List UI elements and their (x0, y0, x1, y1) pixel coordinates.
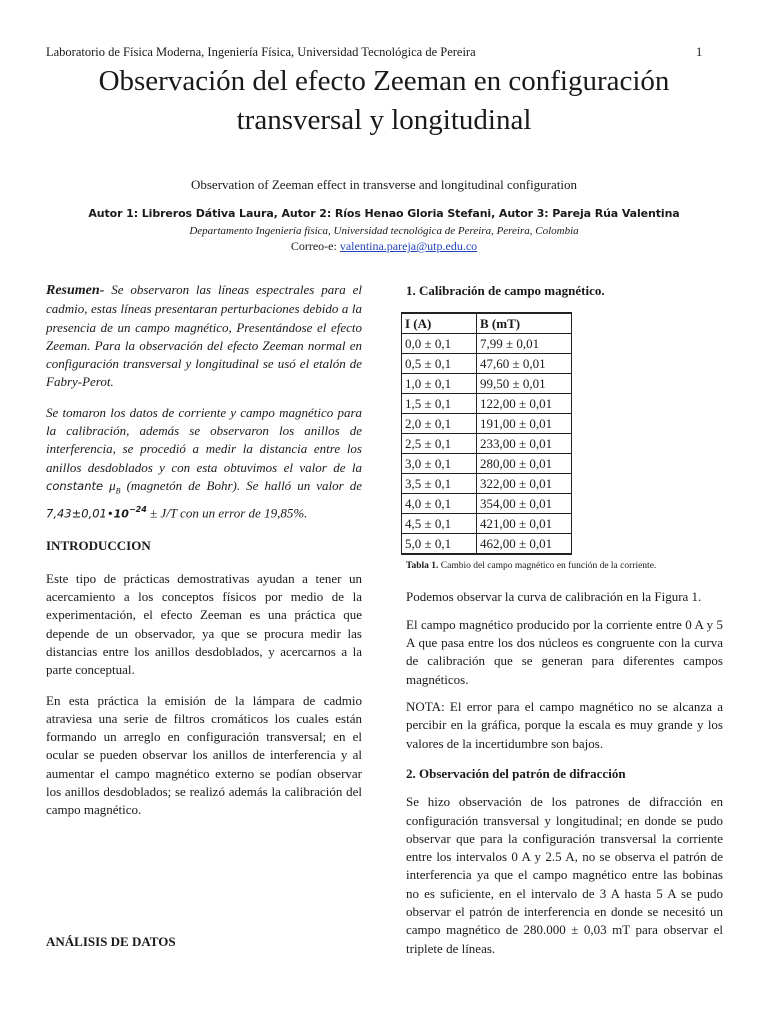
abstract-text-2i: ± J/T con un error de 19,85%. (146, 505, 308, 521)
intro-paragraph-1: Este tipo de prácticas demostrativas ayudan a tener un acercamiento a los conceptos físicos por medio de la experimentación, el efecto Zeeman es una práctica que depende de un observador, ya que se procura medir las distancias entre los anillos desdoblados, y acercarnos a la parte conceptual. (46, 570, 362, 678)
table-row (402, 534, 572, 555)
table-cell-field: 280,00 ± 0,01 (477, 454, 572, 474)
affiliation: Departamento Ingeniería física, Universidad tecnológica de Pereira, Pereira, Colombia (189, 225, 579, 237)
section2-heading: 2. Observación del patrón de difracción (406, 765, 626, 781)
table-cell-current: 2,0 ± 0,1 (402, 414, 477, 434)
abstract-paragraph-1 (46, 281, 362, 392)
abstract-text-2e: (magnetón de Bohr). Se halló un valor de (120, 477, 363, 493)
right-column (406, 282, 723, 958)
abstract-value: 7,43±0,01• (46, 506, 114, 521)
table-header-current: I (A) (402, 313, 477, 334)
table-row (402, 354, 572, 374)
table-row (402, 494, 572, 514)
abstract-exponent: −24 (128, 504, 147, 514)
left-column (46, 281, 362, 820)
paper-title (40, 62, 728, 140)
abstract-power-base: 10 (113, 507, 129, 521)
table-cell-field: 462,00 ± 0,01 (477, 534, 572, 555)
table-cell-current: 3,0 ± 0,1 (402, 454, 477, 474)
section1-note: NOTA: El error para el campo magnético no se alcanza a percibir en la gráfica, porque la escala es muy grande y los valores de la incertidumbre son bajos. (406, 699, 723, 751)
abstract-heading: Resumen- (46, 283, 105, 298)
table-cell-current: 0,5 ± 0,1 (402, 354, 477, 374)
table-caption-text: Cambio del campo magnético en función de la corriente. (438, 561, 657, 572)
page-number: 1 (696, 45, 703, 59)
calibration-table (401, 312, 572, 555)
table-cell-field: 322,00 ± 0,01 (477, 474, 572, 494)
abstract-text-2b: constante (46, 478, 104, 493)
table-cell-field: 354,00 ± 0,01 (477, 494, 572, 514)
table-cell-current: 4,0 ± 0,1 (402, 494, 477, 514)
abstract-paragraph-2 (46, 404, 362, 524)
table-cell-field: 421,00 ± 0,01 (477, 514, 572, 534)
section2-paragraph-1: Se hizo observación de los patrones de difracción en configuración transversal y longitudinal; en donde se pudo observar que para la configuración transversal la corriente entre los intervalos 0 A y 2.5 A, no se observa el patrón de interferencia ya que el campo magnético entre las bobinas no es suficiente, en el intervalo de 3 A hasta 5 A se pudo observar el patrón de interferencia en donde se necesitó un campo magnético de 280.000 ± 0,03 mT para observar el triplete de líneas. (406, 794, 723, 956)
introduccion-heading: INTRODUCCION (46, 538, 151, 554)
table-cell-field: 47,60 ± 0,01 (477, 354, 572, 374)
table-cell-current: 5,0 ± 0,1 (402, 534, 477, 555)
table-cell-current: 4,5 ± 0,1 (402, 514, 477, 534)
email-line (40, 239, 728, 254)
table-cell-current: 0,0 ± 0,1 (402, 334, 477, 354)
table-row (402, 394, 572, 414)
table-cell-field: 99,50 ± 0,01 (477, 374, 572, 394)
title-line-1: Observación del efecto Zeeman en configuración (98, 65, 670, 97)
mu-symbol: μ (103, 477, 116, 493)
intro-paragraph-2: En esta práctica la emisión de la lámpara de cadmio atraviesa una serie de filtros cromáticos los cuales están formando un arreglo en configuración transversal; en el ocular se pueden observar los anillos de interferencia y al aumentar el campo magnético externo se podían observar los anillos desdoblados; se realizó además la calibración del campo magnético. (46, 692, 362, 818)
table-cell-field: 191,00 ± 0,01 (477, 414, 572, 434)
author-list: Autor 1: Libreros Dátiva Laura, Autor 2: Ríos Henao Gloria Stefani, Autor 3: Pareja Rúa Valentina (88, 207, 680, 220)
table-cell-current: 1,0 ± 0,1 (402, 374, 477, 394)
table-row (402, 414, 572, 434)
table-cell-field: 233,00 ± 0,01 (477, 434, 572, 454)
table-caption-label: Tabla 1. (406, 561, 439, 572)
section1-paragraph-1: Podemos observar la curva de calibración en la Figura 1. (406, 588, 702, 604)
english-subtitle: Observation of Zeeman effect in transverse and longitudinal configuration (190, 177, 578, 192)
table-cell-current: 2,5 ± 0,1 (402, 434, 477, 454)
table-caption (406, 557, 723, 575)
mu-subscript: B (115, 486, 121, 496)
table-row (402, 514, 572, 534)
running-head: Laboratorio de Física Moderna, Ingeniería Física, Universidad Tecnológica de Pereira (46, 45, 476, 59)
email-label: Correo-e: (290, 239, 340, 253)
email-link[interactable]: valentina.pareja@utp.edu.co (339, 239, 478, 253)
section1-heading: 1. Calibración de campo magnético. (406, 283, 605, 298)
table-cell-field: 122,00 ± 0,01 (477, 394, 572, 414)
analisis-heading: ANÁLISIS DE DATOS (46, 934, 176, 949)
table-cell-field: 7,99 ± 0,01 (477, 334, 572, 354)
table-header-field: B (mT) (477, 313, 572, 334)
table-row (402, 374, 572, 394)
table-header-row (402, 313, 572, 334)
title-line-2: transversal y longitudinal (236, 104, 532, 136)
abstract-text-1: Se observaron las líneas espectrales para el cadmio, estas líneas presentaran perturbaciones debido a la presencia de un campo magnético, Presentándose el efecto Zeeman. Para la observación del efecto Zeeman normal en configuración transversal y longitudinal se usó el etalón de Fabry-Perot. (46, 282, 362, 390)
table-row (402, 474, 572, 494)
section1-paragraph-2: El campo magnético producido por la corriente entre 0 A y 5 A que pasa entre los dos núcleos es congruente con la curva de calibración que se generan para diferentes campos magnéticos. (406, 616, 723, 687)
abstract-text-2a: Se tomaron los datos de corriente y campo magnético para la calibración, además se observaron los anillos de interferencia, se procedió a medir la distancia entre los anillos desdoblados y con esta obtuvimos el valor de la (46, 404, 362, 475)
table-cell-current: 1,5 ± 0,1 (402, 394, 477, 414)
table-row (402, 454, 572, 474)
table-row (402, 434, 572, 454)
table-row (402, 334, 572, 354)
table-cell-current: 3,5 ± 0,1 (402, 474, 477, 494)
